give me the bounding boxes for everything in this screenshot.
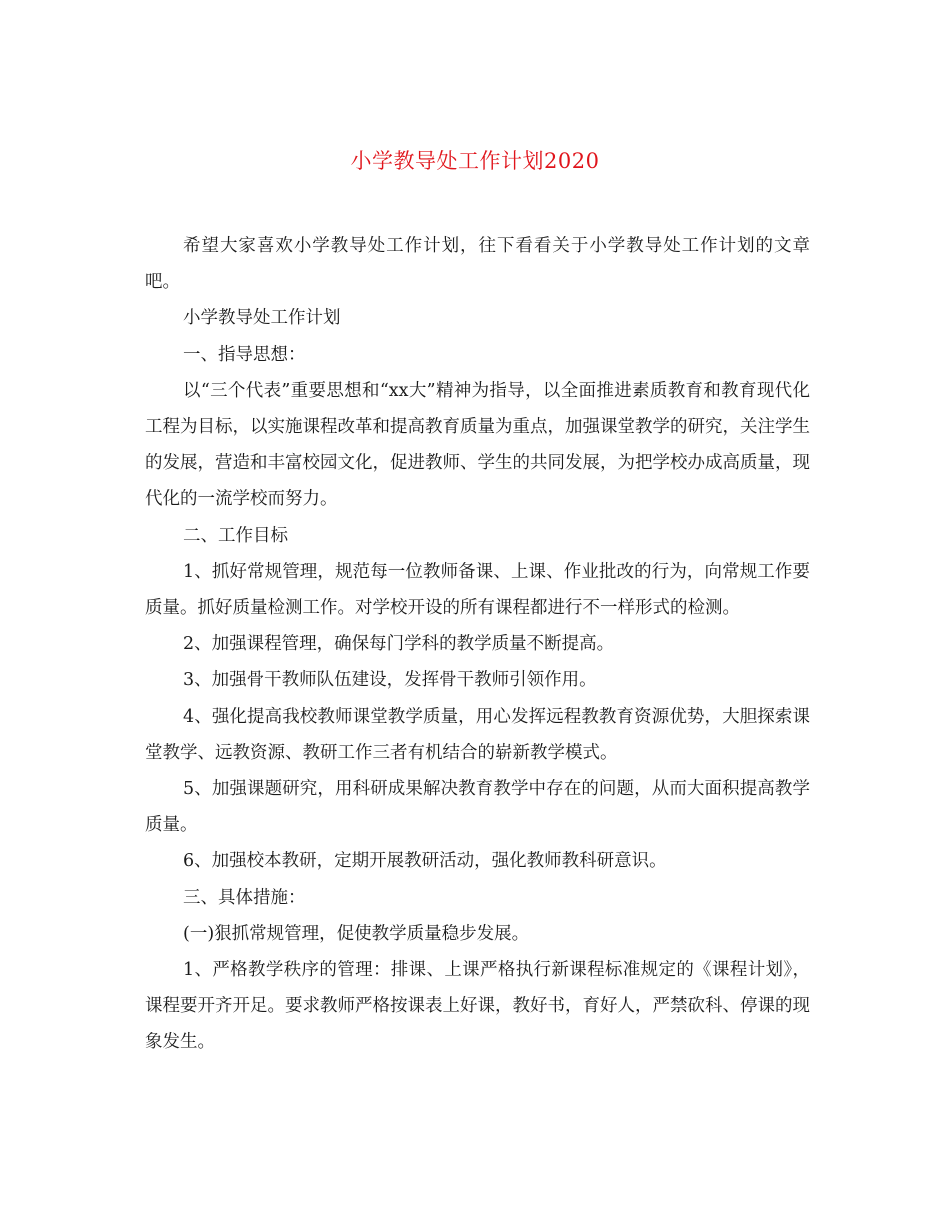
goal-item-1: 1、抓好常规管理，规范每一位教师备课、上课、作业批改的行为，向常规工作要质量。抓好质量检测工作。对学校开设的所有课程都进行不一样形式的检测。: [145, 561, 810, 619]
section-heading-guiding-ideology: 一、指导思想：: [183, 344, 306, 365]
goal-item-6: 6、加强校本教研，定期开展教研活动，强化教师教科研意识。: [183, 851, 667, 872]
measure-item-1: 1、严格教学秩序的管理：排课、上课严格执行新课程标准规定的《课程计划》，课程要开齐开足。要求教师严格按课表上好课，教好书，育好人，严禁砍科、停课的现象发生。: [145, 960, 810, 1053]
goal-item-5: 5、加强课题研究，用科研成果解决教育教学中存在的问题，从而大面积提高教学质量。: [145, 779, 810, 836]
section-heading-work-goals: 二、工作目标: [183, 525, 288, 546]
goal-item-2: 2、加强课程管理，确保每门学科的教学质量不断提高。: [183, 634, 615, 655]
goal-item-4: 4、强化提高我校教师课堂教学质量，用心发挥远程教教育资源优势，大胆探索课堂教学、远教资源、教研工作三者有机结合的崭新教学模式。: [145, 706, 810, 763]
document-body: [145, 228, 810, 1061]
measure-subheading-1: (一)狠抓常规管理，促使教学质量稳步发展。: [183, 923, 530, 944]
paragraph-subtitle: 小学教导处工作计划: [183, 308, 341, 329]
section-heading-measures: 三、具体措施：: [183, 887, 306, 908]
document-title: 小学教导处工作计划2020: [350, 149, 600, 173]
goal-item-3: 3、加强骨干教师队伍建设，发挥骨干教师引领作用。: [183, 670, 597, 691]
paragraph-guiding-ideology: 以“三个代表”重要思想和“xx大”精神为指导，以全面推进素质教育和教育现代化工程为目标，以实施课程改革和提高教育质量为重点，加强课堂教学的研究，关注学生的发展，营造和丰富校园文化，促进教师、学生的共同发展，为把学校办成高质量，现代化的一流学校而努力。: [145, 380, 810, 510]
paragraph-intro: 希望大家喜欢小学教导处工作计划，往下看看关于小学教导处工作计划的文章吧。: [145, 236, 810, 293]
